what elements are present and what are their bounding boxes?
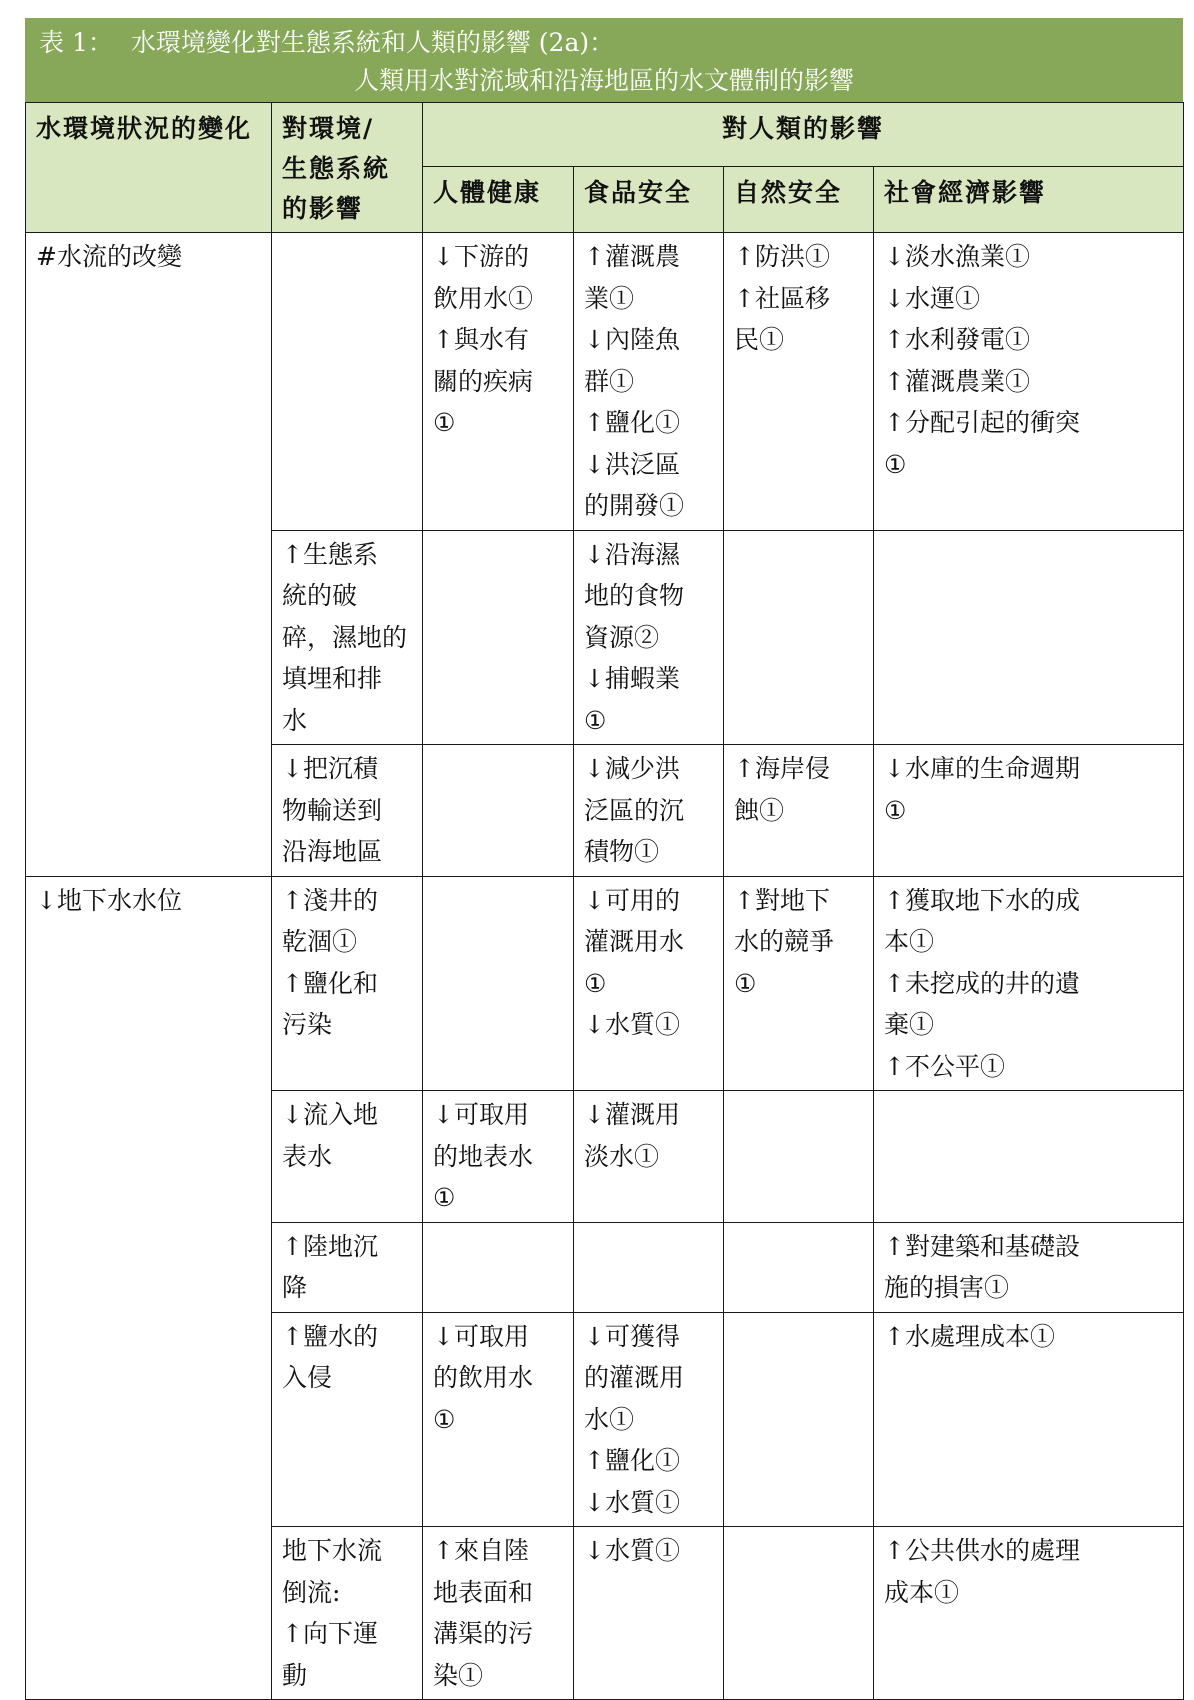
table-number-label: 表 1： [39, 28, 113, 57]
cell-line: ↑鹽化和 [282, 968, 378, 998]
cell-line: 水的競爭 [734, 927, 835, 956]
cell-food [574, 1312, 724, 1527]
cell-line: ↑鹽水的 [282, 1321, 378, 1351]
cell-line: ↓沿海濕 [584, 539, 680, 569]
cell-line: ① [584, 705, 607, 735]
table-row [26, 876, 1184, 1091]
impact-table [25, 102, 1184, 1700]
cell-line: 泛區的沉 [584, 795, 685, 825]
cell-line: ↓灌溉用 [584, 1100, 680, 1129]
cell-line: ↓可取用 [433, 1321, 529, 1351]
cell-food [574, 1222, 724, 1312]
cell-line: 乾涸① [282, 927, 358, 956]
table-title-banner [25, 18, 1183, 102]
cell-socio [874, 233, 1184, 531]
cell-line: ↓水運① [884, 283, 980, 313]
cell-line: ↓水質① [584, 1536, 680, 1565]
cell-line: ↑鹽化① [584, 1446, 680, 1475]
cell-line: 的地表水 [433, 1141, 534, 1171]
cell-health [423, 745, 574, 877]
cell-line: ① [884, 449, 907, 479]
cell-line: 資源② [584, 622, 660, 652]
cell-line: 碎，濕地的 [282, 622, 408, 652]
cell-line: 施的損害① [884, 1273, 1010, 1302]
cell-line: ↑水處理成本① [884, 1321, 1055, 1351]
cell-line: 的開發① [584, 491, 685, 520]
cell-line: 業① [584, 283, 635, 313]
cell-natural [724, 876, 874, 1091]
header-food-security: 食品安全 [574, 167, 724, 233]
cell-line: 水 [282, 705, 308, 735]
cell-env [272, 1222, 423, 1312]
cell-line: 降 [282, 1273, 308, 1302]
cell-socio [874, 1091, 1184, 1223]
cell-natural [724, 1222, 874, 1312]
cell-line: 民① [734, 325, 785, 354]
cell-line: ↑鹽化① [584, 408, 680, 437]
cell-health [423, 1091, 574, 1223]
cell-line: ↑生態系 [282, 539, 378, 569]
cell-change: ↓地下水水位 [26, 876, 272, 1700]
cell-line: ↓可取用 [433, 1100, 529, 1129]
cell-natural [724, 1527, 874, 1700]
cell-food [574, 1091, 724, 1223]
cell-line: ↓內陸魚 [584, 325, 680, 354]
cell-env [272, 1527, 423, 1700]
cell-line: 入侵 [282, 1363, 333, 1392]
cell-line: ↑淺井的 [282, 885, 378, 915]
cell-line: 溝渠的污 [433, 1619, 534, 1648]
header-env-line: 對環境/ [282, 114, 375, 143]
cell-natural [724, 745, 874, 877]
cell-line: 成本① [884, 1577, 960, 1607]
cell-line: ↓可用的 [584, 885, 680, 915]
cell-line: ↑海岸侵 [734, 754, 830, 783]
cell-line: 飲用水① [433, 283, 534, 313]
table-row [26, 233, 1184, 531]
cell-health [423, 1222, 574, 1312]
cell-line: 統的破 [282, 581, 358, 610]
cell-line: 污染 [282, 1010, 333, 1039]
cell-food [574, 1527, 724, 1700]
cell-food [574, 530, 724, 745]
cell-line: ↑灌溉農 [584, 242, 680, 271]
cell-line: ① [584, 968, 607, 998]
cell-line: 地表面和 [433, 1577, 534, 1607]
cell-line: 填埋和排 [282, 664, 383, 693]
cell-line: 的飲用水 [433, 1363, 534, 1392]
cell-line: 地下水流 [282, 1536, 383, 1565]
header-env-line: 的影響 [282, 194, 364, 223]
header-health: 人體健康 [423, 167, 574, 233]
cell-natural [724, 233, 874, 531]
cell-health [423, 1527, 574, 1700]
cell-line: ① [884, 795, 907, 825]
header-row-1 [26, 103, 1184, 167]
header-env-line: 生態系統 [282, 154, 391, 183]
header-environment-impact [272, 103, 423, 233]
cell-line: 染① [433, 1660, 484, 1690]
cell-line: 本① [884, 927, 935, 956]
cell-line: ↓流入地 [282, 1100, 378, 1129]
cell-line: ↑對地下 [734, 885, 830, 915]
cell-line: ↓下游的 [433, 242, 529, 271]
cell-env [272, 1091, 423, 1223]
cell-line: ↓捕蝦業 [584, 664, 680, 693]
header-natural-security: 自然安全 [724, 167, 874, 233]
cell-line: ↓減少洪 [584, 754, 680, 783]
table-subtitle: 人類用水對流域和沿海地區的水文體制的影響 [353, 66, 854, 95]
cell-line: ↑公共供水的處理 [884, 1536, 1080, 1565]
header-change: 水環境狀況的變化 [26, 103, 272, 233]
cell-socio [874, 1527, 1184, 1700]
cell-line: 沿海地區 [282, 837, 383, 866]
cell-line: ↑不公平① [884, 1051, 1005, 1081]
cell-line: 動 [282, 1660, 308, 1690]
cell-line: ① [433, 1404, 456, 1434]
cell-line: ↑灌溉農業① [884, 366, 1030, 396]
cell-line: ↑未挖成的井的遺 [884, 968, 1080, 998]
cell-line: 地的食物 [584, 581, 685, 610]
cell-food [574, 876, 724, 1091]
cell-line: ↑陸地沉 [282, 1231, 378, 1261]
cell-health [423, 530, 574, 745]
cell-line: 倒流: [282, 1577, 341, 1607]
cell-line: 蝕① [734, 795, 785, 825]
cell-socio [874, 1312, 1184, 1527]
cell-socio [874, 530, 1184, 745]
cell-line: ↑來自陸 [433, 1536, 529, 1565]
cell-health [423, 876, 574, 1091]
cell-line: ① [433, 1183, 456, 1212]
cell-natural [724, 1091, 874, 1223]
cell-line: ↑對建築和基礎設 [884, 1231, 1080, 1261]
cell-line: 淡水① [584, 1141, 660, 1171]
cell-line: ↓把沉積 [282, 754, 378, 783]
impact-table-body [26, 103, 1184, 1700]
cell-line: ① [433, 408, 456, 437]
cell-line: 的灌溉用 [584, 1363, 685, 1392]
cell-socio [874, 876, 1184, 1091]
cell-env [272, 745, 423, 877]
cell-line: 群① [584, 366, 635, 396]
header-human-impact: 對人類的影響 [423, 103, 1184, 167]
cell-env [272, 530, 423, 745]
cell-food [574, 233, 724, 531]
cell-line: ↓水質① [584, 1487, 680, 1517]
cell-health [423, 1312, 574, 1527]
cell-env [272, 1312, 423, 1527]
cell-line: ↑獲取地下水的成 [884, 885, 1080, 915]
cell-natural [724, 1312, 874, 1527]
cell-line: 物輸送到 [282, 795, 383, 825]
cell-line: ↑與水有 [433, 325, 529, 354]
cell-env [272, 233, 423, 531]
table-title-line-1 [39, 26, 614, 60]
cell-line: 灌溉用水 [584, 927, 685, 956]
cell-line: ↑社區移 [734, 283, 830, 313]
cell-line: ↑防洪① [734, 242, 830, 271]
cell-line: ↑水利發電① [884, 325, 1030, 354]
table-title-text: 水環境變化對生態系統和人類的影響 (2a)： [130, 28, 615, 57]
cell-line: 表水 [282, 1141, 333, 1171]
cell-line: ↓洪泛區 [584, 449, 680, 479]
cell-line: 棄① [884, 1010, 935, 1039]
cell-line: 關的疾病 [433, 366, 534, 396]
cell-line: ↓水庫的生命週期 [884, 754, 1080, 783]
cell-line: 水① [584, 1404, 635, 1434]
cell-line: ↑向下運 [282, 1619, 378, 1648]
cell-line: ① [734, 968, 757, 998]
cell-line: ↓可獲得 [584, 1321, 680, 1351]
cell-line: ↓水質① [584, 1010, 680, 1039]
cell-env [272, 876, 423, 1091]
cell-line: ↓淡水漁業① [884, 242, 1030, 271]
cell-natural [724, 530, 874, 745]
cell-socio [874, 745, 1184, 877]
cell-line: 積物① [584, 837, 660, 866]
cell-socio [874, 1222, 1184, 1312]
cell-line: ↑分配引起的衝突 [884, 408, 1080, 437]
header-socio-economic: 社會經濟影響 [874, 167, 1184, 233]
cell-health [423, 233, 574, 531]
cell-change: #水流的改變 [26, 233, 272, 877]
cell-food [574, 745, 724, 877]
